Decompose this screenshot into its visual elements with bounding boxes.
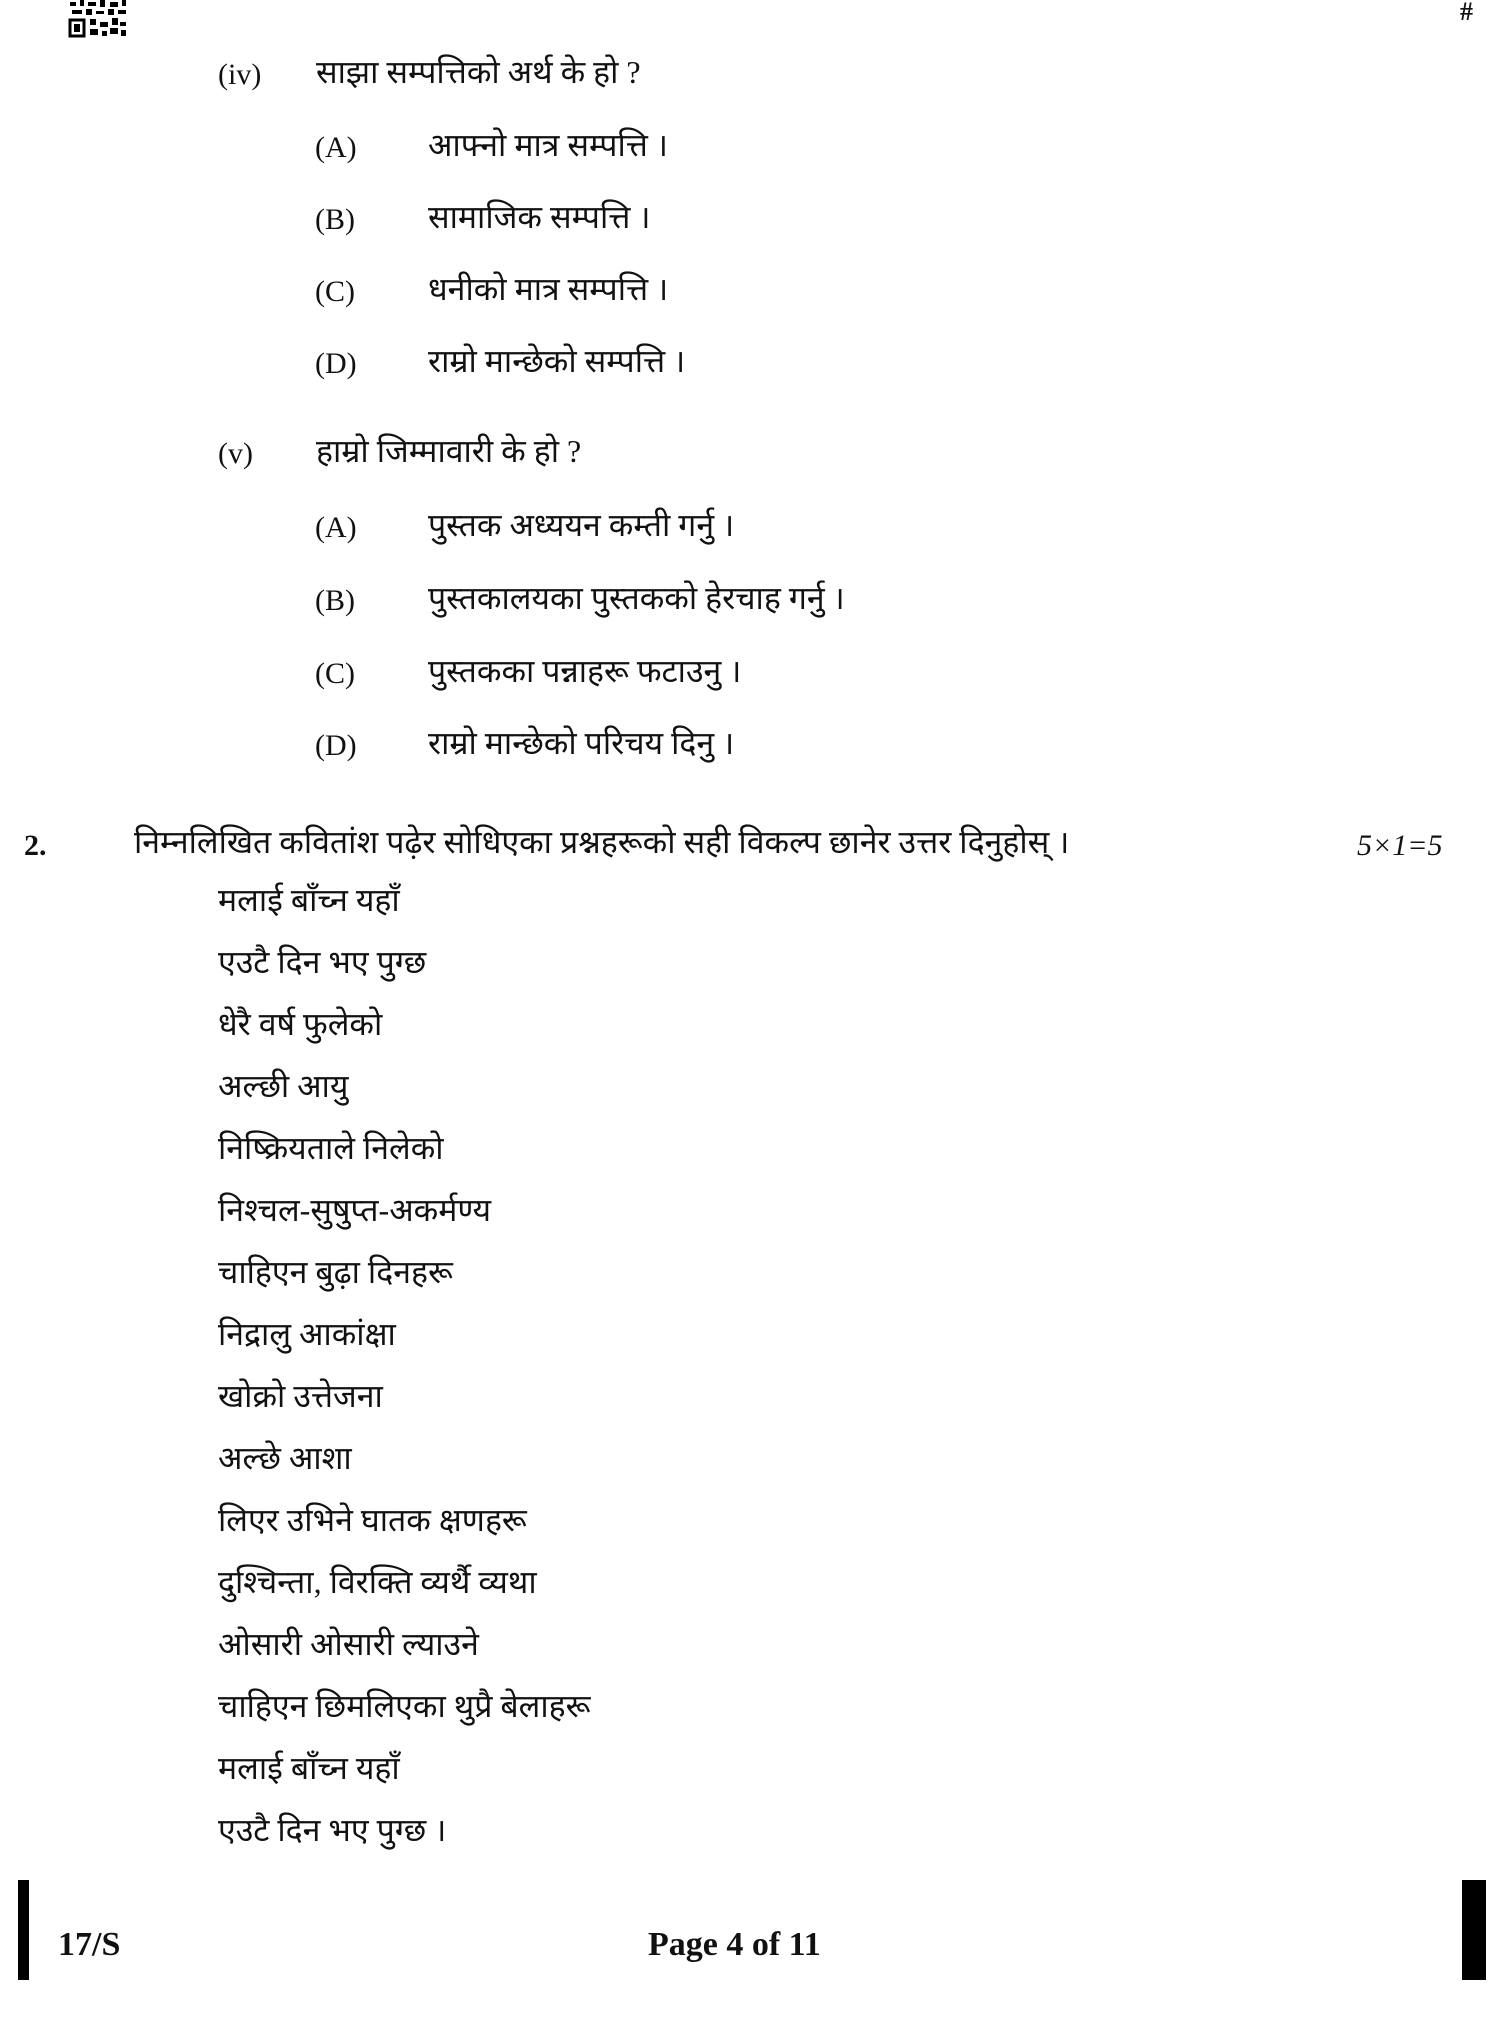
option-text: पुस्तकका पन्नाहरू फटाउनु । [428,653,742,689]
question-number: (iv) [218,58,262,91]
poem-line: अल्छी आयु [218,1068,349,1104]
question-number: (v) [218,437,253,470]
option-text: पुस्तकालयका पुस्तकको हेरचाह गर्नु । [428,580,845,616]
poem-line: दुश्चिन्ता, विरक्ति व्यर्थै व्यथा [218,1564,537,1600]
poem-line: एउटै दिन भए पुग्छ [218,944,427,980]
option-label: (D) [315,347,357,380]
option-text: आफ्नो मात्र सम्पत्ति । [428,127,668,163]
option-text: सामाजिक सम्पत्ति । [428,199,651,235]
poem-line: निष्क्रियताले निलेको [218,1130,444,1166]
option-label: (D) [315,729,357,762]
option-text: पुस्तक अध्ययन कम्ती गर्नु । [428,507,735,543]
poem-line: मलाई बाँच्न यहाँ [218,882,400,918]
option-label: (A) [315,511,357,544]
footer-left-bar [18,1880,29,1980]
poem-line: अल्छे आशा [218,1440,352,1476]
hash-mark: # [1460,0,1473,26]
page-number: Page 4 of 11 [648,1926,821,1963]
question-text: साझा सम्पत्तिको अर्थ के हो ? [316,54,641,90]
qr-code-icon [68,0,128,38]
poem-line: चाहिएन छिमलिएका थुप्रै बेलाहरू [218,1688,591,1724]
question-number: 2. [24,829,47,862]
option-label: (C) [315,657,355,690]
poem-line: चाहिएन बुढ़ा दिनहरू [218,1254,453,1290]
option-text: राम्रो मान्छेको सम्पत्ति । [428,343,686,379]
poem-line: धेरै वर्ष फुलेको [218,1006,383,1042]
poem-line: निद्रालु आकांक्षा [218,1316,396,1352]
option-text: राम्रो मान्छेको परिचय दिनु । [428,725,735,761]
poem-line: खोक्रो उत्तेजना [218,1378,383,1414]
question-text: निम्नलिखित कवितांश पढ़ेर सोधिएका प्रश्नहरूको सही विकल्प छानेर उत्तर दिनुहोस् । [134,824,1070,860]
poem-line: एउटै दिन भए पुग्छ । [218,1812,447,1848]
option-label: (B) [315,584,355,617]
footer-right-bar [1462,1880,1486,1980]
option-label: (C) [315,275,355,308]
poem-line: मलाई बाँच्न यहाँ [218,1750,400,1786]
paper-code: 17/S [58,1926,121,1963]
marks-allocation: 5×1=5 [1357,829,1443,862]
poem-line: निश्चल-सुषुप्त-अकर्मण्य [218,1192,492,1228]
poem-line: लिएर उभिने घातक क्षणहरू [218,1502,527,1538]
question-text: हाम्रो जिम्मावारी के हो ? [316,433,582,469]
poem-line: ओसारी ओसारी ल्याउने [218,1626,479,1662]
option-label: (A) [315,131,357,164]
option-text: धनीको मात्र सम्पत्ति । [428,271,669,307]
option-label: (B) [315,203,355,236]
